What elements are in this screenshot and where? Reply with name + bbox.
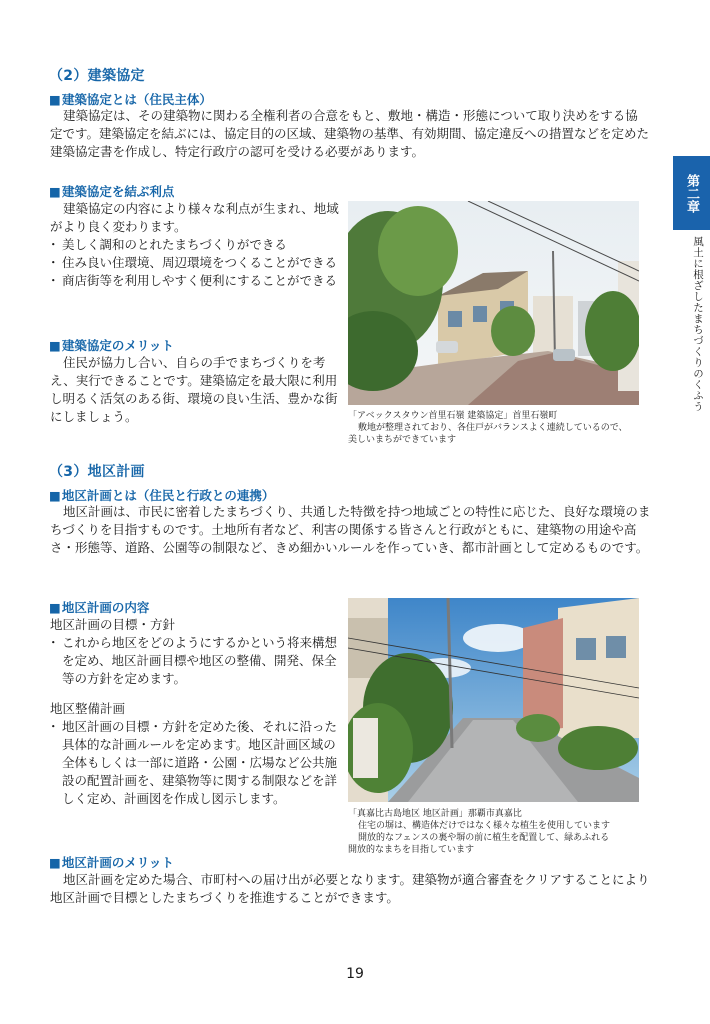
- subheading-what-is-agreement: ■ 建築協定とは（住民主体）: [49, 90, 212, 108]
- section-heading-building-agreement: （2）建築協定: [49, 68, 145, 84]
- street-photo-illustration: [348, 201, 639, 405]
- chapter-tab: [673, 156, 710, 230]
- subheading-district-plan-merit: ■ 地区計画のメリット: [49, 853, 174, 871]
- caption-line: 開放的なフェンスの裏や塀の前に植生を配置して、緑あふれる: [358, 833, 610, 843]
- subheading-agreement-benefits: ■ 建築協定を結ぶ利点: [49, 182, 174, 200]
- photo-caption-2: [348, 808, 648, 856]
- list-item: ・ 商店街等を利用しやすく便利にすることができる: [49, 272, 341, 290]
- list-item: ・ 地区計画の目標・方針を定めた後、それに沿った具体的な計画ルールを定めます。地区計画区域の全体もしくは一部に道路・公園・広場など公共施設の配置計画を、建築物等に関する制限などを詳しく定め、計画図を作成し図示します。: [49, 718, 341, 808]
- chapter-tab-label: 第二章: [684, 173, 699, 213]
- caption-line: 敷地が整理されており、各住戸がバランスよく連続しているので、: [358, 423, 628, 433]
- list-item: ・ これから地区をどのようにするかという将来構想を定め、地区計画目標や地区の整備、開発、保全等の方針を定めます。: [49, 634, 341, 688]
- maintenance-plan-list: [49, 718, 341, 808]
- list-item: ・ 住み良い住環境、周辺環境をつくることができる: [49, 254, 341, 272]
- photo-residential-street-2: [348, 598, 639, 802]
- paragraph-district-plan-definition: 地区計画は、市民に密着したまちづくり、共通した特徴を持つ地域ごとの特性に応じた、良好な環境のまちづくりを目指すものです。土地所有者など、利害の関係する皆さんと行政がともに、建築物の用途や高さ・形態等、道路、公園等の制限など、きめ細かいルールを作っていき、都市計画として定めるものです。: [50, 504, 651, 555]
- subheading-maintenance-plan: 地区整備計画: [50, 701, 126, 716]
- section-heading-district-plan: （3）地区計画: [49, 464, 145, 480]
- photo-caption-1: [348, 410, 648, 446]
- list-item: ・ 美しく調和のとれたまちづくりができる: [49, 236, 341, 254]
- subheading-what-is-district-plan: ■ 地区計画とは（住民と行政との連携）: [49, 486, 274, 504]
- chapter-subtitle: 風土に根ざしたまちづくりのくふう: [692, 236, 704, 412]
- paragraph-agreement-merit: 住民が協力し合い、自らの手でまちづくりを考え、実行できることです。建築協定を最大限に利用し明るく活気のある街、環境の良い生活、豊かな街にしましょう。: [50, 355, 338, 424]
- subheading-agreement-merit: ■ 建築協定のメリット: [49, 336, 174, 354]
- caption-title: 「アベックスタウン首里石嶺 建築協定」首里石嶺町: [348, 411, 558, 421]
- paragraph-district-plan-merit: 地区計画を定めた場合、市町村への届け出が必要となります。建築物が適合審査をクリアすることにより地区計画で目標としたまちづくりを推進することができます。: [50, 872, 650, 905]
- subheading-goal-policy: 地区計画の目標・方針: [50, 617, 176, 632]
- paragraph-benefits-intro: 建築協定の内容により様々な利点が生まれ、地域がより良く変わります。: [50, 201, 339, 234]
- goal-policy-list: [49, 634, 341, 688]
- street-photo-illustration: [348, 598, 639, 802]
- photo-residential-street-1: [348, 201, 639, 405]
- subheading-district-plan-content: ■ 地区計画の内容: [49, 598, 149, 616]
- page-number: 19: [346, 966, 364, 982]
- caption-line: 住宅の塀は、構造体だけではなく様々な植生を使用しています: [358, 821, 611, 831]
- caption-line: 美しいまちができています: [348, 435, 457, 445]
- caption-line: 開放的なまちを目指しています: [348, 845, 475, 855]
- benefits-list: [49, 236, 341, 290]
- paragraph-agreement-definition: 建築協定は、その建築物に関わる全権利者の合意をもと、敷地・構造・形態について取り決めをする協定です。建築協定を結ぶには、協定目的の区域、建築物の基準、有効期間、協定違反への措置などを定めた建築協定書を作成し、特定行政庁の認可を受ける必要があります。: [50, 108, 650, 159]
- caption-title: 「真嘉比古島地区 地区計画」那覇市真嘉比: [348, 809, 522, 819]
